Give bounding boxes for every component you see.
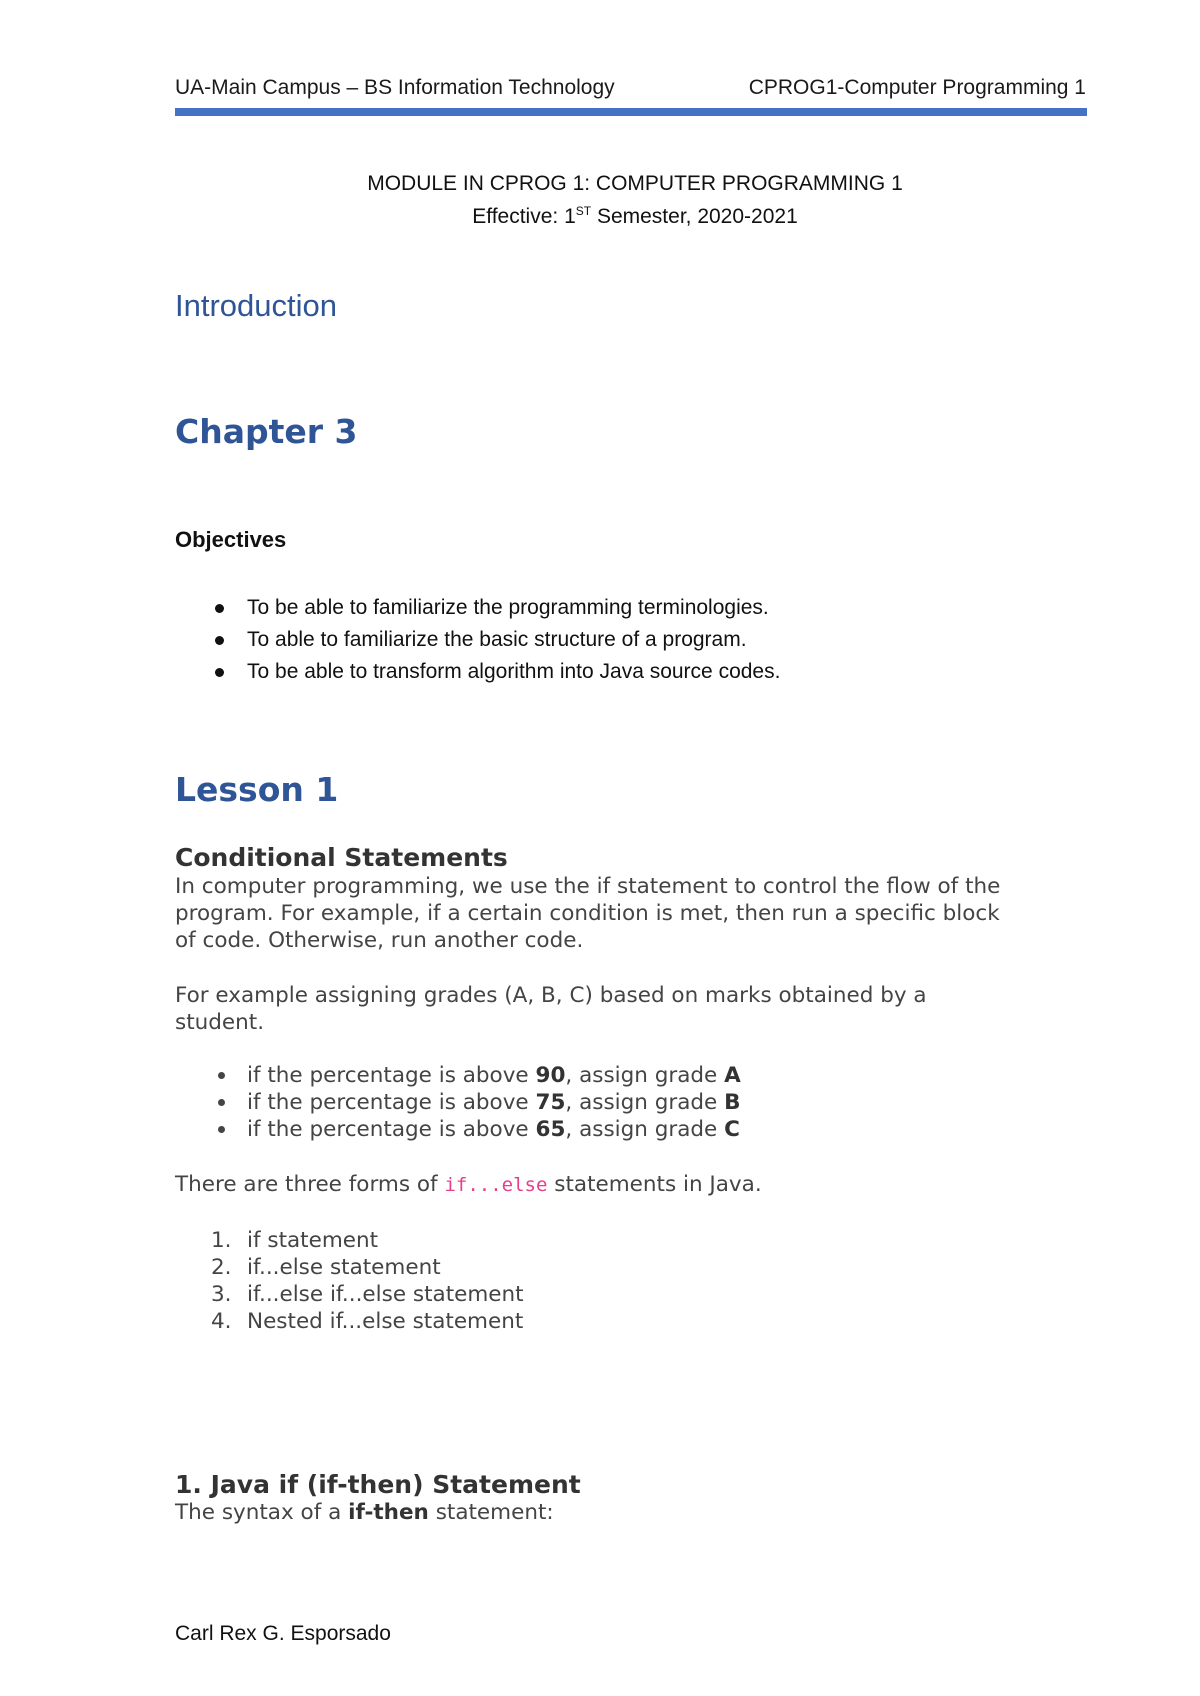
form-text: if...else statement (247, 1255, 441, 1280)
header-left-text: UA-Main Campus – BS Information Technology (175, 76, 615, 99)
grade-letter: A (724, 1063, 741, 1088)
module-title: MODULE IN CPROG 1: COMPUTER PROGRAMMING 1 (367, 172, 903, 195)
grade-mid: , assign grade (565, 1063, 725, 1088)
conditional-title: Conditional Statements (175, 843, 508, 872)
header-rule (175, 108, 1087, 116)
lesson-heading: Lesson 1 (175, 770, 339, 809)
header-right-text: CPROG1-Computer Programming 1 (748, 76, 1086, 99)
list-item (175, 656, 780, 688)
list-number: 2. (211, 1255, 232, 1280)
list-item (175, 1089, 741, 1116)
paragraph-line: For example assigning grades (A, B, C) based on marks obtained by a (175, 983, 927, 1008)
form-text: Nested if...else statement (247, 1309, 524, 1334)
objectives-list (175, 592, 780, 688)
grade-letter: B (724, 1090, 741, 1115)
bullet-icon (215, 604, 224, 613)
bullet-icon (215, 668, 224, 677)
form-text: if...else if...else statement (247, 1282, 524, 1307)
paragraph-line: of code. Otherwise, run another code. (175, 928, 584, 953)
effective-suffix: Semester, 2020-2021 (591, 205, 798, 228)
list-item (175, 624, 780, 656)
paragraph-line: In computer programming, we use the if statement to control the flow of the (175, 874, 1001, 899)
list-item (175, 1116, 741, 1143)
conditional-paragraph-2 (175, 982, 927, 1036)
forms-code: if...else (444, 1174, 548, 1196)
forms-intro (175, 1172, 762, 1197)
paragraph-line: student. (175, 1010, 265, 1035)
grade-mark: 65 (535, 1117, 566, 1142)
grades-list (175, 1062, 741, 1143)
footer-author: Carl Rex G. Esporsado (175, 1622, 391, 1645)
list-item (175, 1227, 524, 1254)
effective-sup: ST (575, 204, 592, 218)
objective-text: To be able to transform algorithm into Java source codes. (247, 660, 781, 683)
forms-prefix: There are three forms of (175, 1172, 445, 1197)
syntax-suffix: statement: (428, 1500, 554, 1525)
list-item (175, 1254, 524, 1281)
paragraph-line: program. For example, if a certain condition is met, then run a specific block (175, 901, 1000, 926)
list-item (175, 1062, 741, 1089)
grade-letter: C (724, 1117, 740, 1142)
list-item (175, 1308, 524, 1335)
objective-text: To able to familiarize the basic structure of a program. (247, 628, 747, 651)
objectives-heading: Objectives (175, 527, 287, 552)
forms-suffix: statements in Java. (547, 1172, 762, 1197)
grade-mid: , assign grade (565, 1117, 725, 1142)
grade-mark: 75 (535, 1090, 566, 1115)
grade-prefix: if the percentage is above (247, 1063, 536, 1088)
bullet-icon (215, 636, 224, 645)
list-number: 3. (211, 1282, 232, 1307)
list-item (175, 592, 780, 624)
grade-prefix: if the percentage is above (247, 1090, 536, 1115)
bullet-icon (218, 1072, 225, 1079)
bullet-icon (218, 1099, 225, 1106)
grade-mark: 90 (535, 1063, 566, 1088)
syntax-bold: if-then (348, 1500, 429, 1525)
bullet-icon (218, 1126, 225, 1133)
list-number: 1. (211, 1228, 232, 1253)
introduction-heading: Introduction (175, 288, 337, 323)
objective-text: To be able to familiarize the programming terminologies. (247, 596, 769, 619)
java-if-title: 1. Java if (if-then) Statement (175, 1470, 581, 1499)
grade-prefix: if the percentage is above (247, 1117, 536, 1142)
conditional-paragraph-1 (175, 873, 1000, 954)
module-effective (0, 204, 1200, 229)
form-text: if statement (247, 1228, 379, 1253)
list-item (175, 1281, 524, 1308)
forms-list (175, 1227, 524, 1335)
syntax-prefix: The syntax of a (175, 1500, 349, 1525)
grade-mid: , assign grade (565, 1090, 725, 1115)
chapter-heading: Chapter 3 (175, 412, 358, 451)
effective-prefix: Effective: 1 (472, 205, 576, 228)
java-if-syntax (175, 1500, 554, 1525)
list-number: 4. (211, 1309, 232, 1334)
